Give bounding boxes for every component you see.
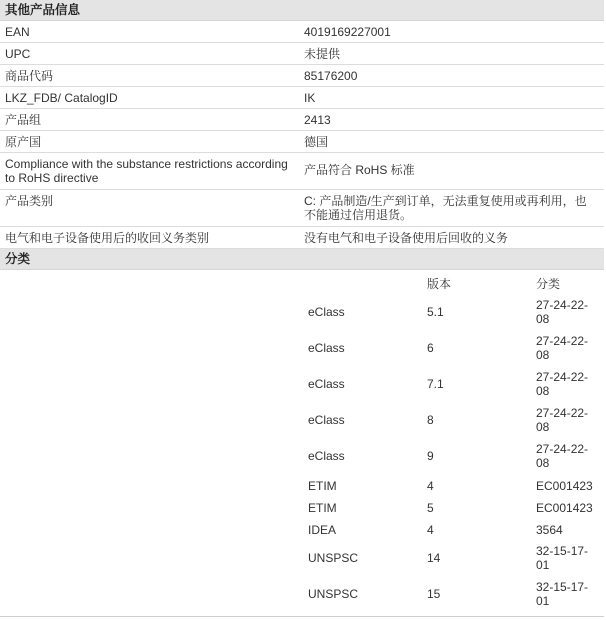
classification-row <box>0 520 604 542</box>
info-value: 产品符合 RoHS 标准 <box>304 163 415 177</box>
info-value: 未提供 <box>304 47 341 61</box>
info-value: 4019169227001 <box>304 25 391 39</box>
classification-row <box>0 332 604 368</box>
classification-title: 分类 <box>0 249 604 270</box>
classification-row <box>0 296 604 332</box>
info-row-ean <box>0 21 604 43</box>
class-system: UNSPSC <box>308 551 359 565</box>
class-version: 9 <box>427 449 434 463</box>
info-label: 产品类别 <box>5 194 54 208</box>
classification-row <box>0 404 604 440</box>
info-row-weee-category <box>0 227 604 249</box>
class-code: 27-24-22-08 <box>536 370 589 398</box>
classification-row <box>0 498 604 520</box>
class-version: 8 <box>427 413 434 427</box>
classification-row <box>0 476 604 498</box>
class-code: 27-24-22-08 <box>536 298 589 326</box>
class-version: 4 <box>427 523 434 537</box>
class-version: 4 <box>427 479 434 493</box>
info-label: LKZ_FDB/ CatalogID <box>5 91 118 105</box>
class-code: 27-24-22-08 <box>536 442 589 470</box>
header-class: 分类 <box>536 277 561 291</box>
info-label: 产品组 <box>5 113 42 127</box>
other-info-title: 其他产品信息 <box>0 0 604 21</box>
classification-row <box>0 368 604 404</box>
class-version: 15 <box>427 587 441 601</box>
class-system: IDEA <box>308 523 337 537</box>
info-label: 电气和电子设备使用后的收回义务类别 <box>5 231 210 245</box>
classification-table <box>0 270 604 612</box>
classification-row <box>0 578 604 614</box>
info-value: 没有电气和电子设备使用后回收的义务 <box>304 231 509 245</box>
info-row-catalog-id <box>0 87 604 109</box>
class-system: eClass <box>308 413 345 427</box>
class-code: 32-15-17-01 <box>536 544 589 572</box>
classification-row <box>0 542 604 578</box>
classification-header-row <box>0 270 604 296</box>
info-row-commodity-code <box>0 65 604 87</box>
class-system: UNSPSC <box>308 587 359 601</box>
class-code: EC001423 <box>536 479 593 493</box>
class-code: 27-24-22-08 <box>536 406 589 434</box>
info-label: EAN <box>5 25 30 39</box>
class-version: 14 <box>427 551 441 565</box>
class-version: 5 <box>427 501 434 515</box>
info-row-product-group <box>0 109 604 131</box>
class-system: eClass <box>308 377 345 391</box>
info-value: 2413 <box>304 113 331 127</box>
class-system: eClass <box>308 305 345 319</box>
info-label: UPC <box>5 47 31 61</box>
info-row-product-category <box>0 190 604 227</box>
info-label: 原产国 <box>5 135 42 149</box>
class-code: 3564 <box>536 523 563 537</box>
class-code: EC001423 <box>536 501 593 515</box>
info-value: IK <box>304 91 316 105</box>
class-version: 5.1 <box>427 305 444 319</box>
info-label: Compliance with the substance restrictions according to RoHS directive <box>5 157 288 185</box>
class-system: eClass <box>308 341 345 355</box>
info-row-country-of-origin <box>0 131 604 153</box>
class-system: eClass <box>308 449 345 463</box>
class-system: ETIM <box>308 501 337 515</box>
header-version: 版本 <box>427 277 452 291</box>
info-row-upc <box>0 43 604 65</box>
classification-row <box>0 440 604 476</box>
info-row-rohs-compliance <box>0 153 604 190</box>
class-version: 7.1 <box>427 377 444 391</box>
info-value: C: 产品制造/生产到订单，无法重复使用或再利用，也不能通过信用退货。 <box>304 194 587 222</box>
info-value: 德国 <box>304 135 329 149</box>
class-code: 32-15-17-01 <box>536 580 589 608</box>
class-code: 27-24-22-08 <box>536 334 589 362</box>
class-version: 6 <box>427 341 434 355</box>
info-label: 商品代码 <box>5 69 54 83</box>
class-system: ETIM <box>308 479 337 493</box>
info-value: 85176200 <box>304 69 358 83</box>
bottom-divider <box>0 616 604 617</box>
